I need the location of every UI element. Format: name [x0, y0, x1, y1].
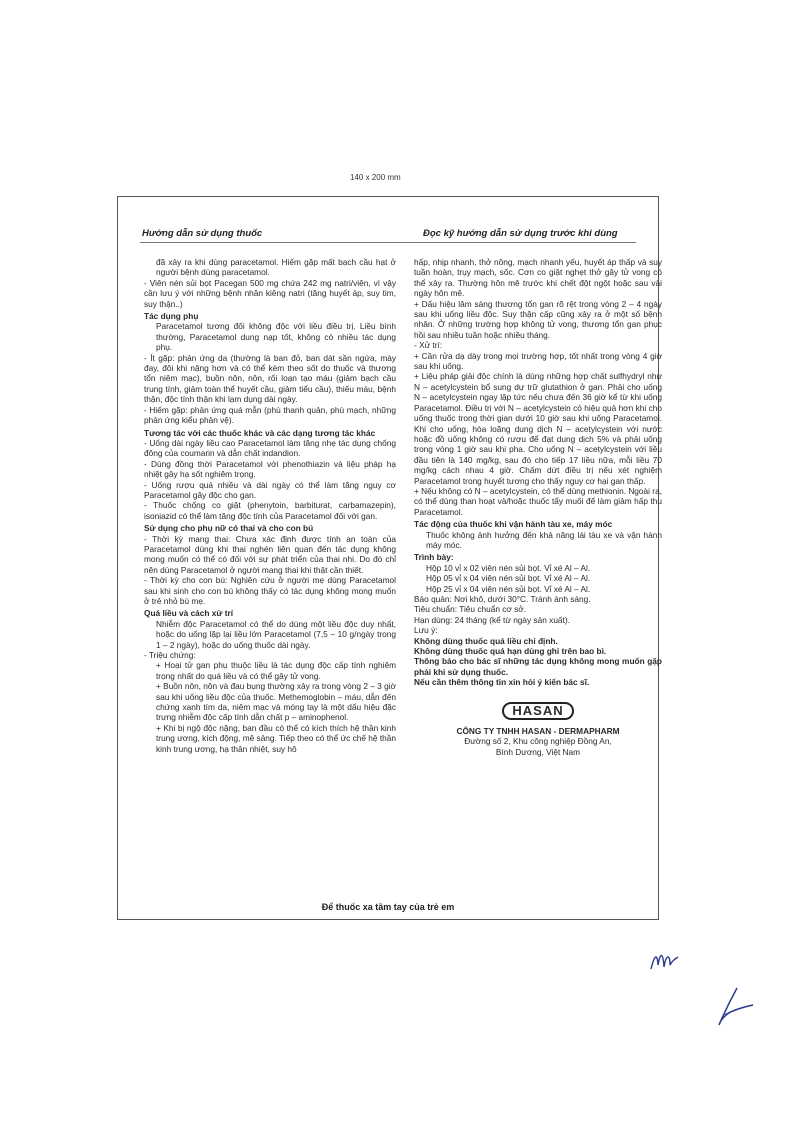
paragraph: Bảo quản: Nơi khô, dưới 30°C. Tránh ánh sáng. — [414, 594, 591, 604]
paragraph: Không dùng thuốc quá liều chỉ định. — [414, 635, 558, 646]
paragraph: - Dùng đồng thời Paracetamol với phenothiazin và liệu pháp hạ nhiệt gây hạ sốt nghiêm trọng. — [144, 458, 396, 480]
paragraph: Lưu ý: — [414, 625, 438, 636]
company-address-line2: Bình Dương, Việt Nam — [495, 746, 581, 757]
paragraph: - Hiếm gặp: phản ứng quá mẫn (phù thanh quản, phù mạch, những phản ứng kiểu phản vệ). — [144, 404, 396, 426]
paragraph: + Hoại tử gan phụ thuộc liều là tác dụng độc cấp tính nghiêm trọng nhất do quá liều và có thể gây tử vong. — [156, 660, 396, 681]
paragraph: - Thời kỳ cho con bú: Nghiên cứu ở người mẹ dùng Paracetamol sau khi sinh cho con bú không thấy có tác dụng không mong muốn ở trẻ nhỏ bú mẹ. — [144, 575, 396, 606]
section-heading: Trình bày: — [414, 552, 454, 563]
paragraph: Thuốc không ảnh hưởng đến khả năng lái tàu xe và vận hành máy móc. — [426, 529, 662, 550]
paragraph: + Nếu không có N – acetylcystein, có thể dùng methionin. Ngoài ra, có thể dùng than hoạt và/hoặc thuốc tẩy muối để làm giảm hấp thu Paracetamol. — [414, 485, 662, 517]
paragraph: + Khi bị ngộ độc nặng, ban đầu có thể có kích thích hệ thần kinh trung ương, kích động, mê sảng. Tiếp theo có thể ức chế hệ thần kinh trung ương, hạ thân nhiệt, suy hô — [156, 722, 396, 754]
section-heading: Quá liều và cách xử trí — [144, 608, 234, 619]
company-info — [414, 726, 662, 757]
company-logo: HASAN — [502, 702, 573, 720]
paragraph: - Thuốc chống co giật (phenytoin, barbiturat, carbamazepin), isoniazid có thể làm tăng độc tính của Paracetamol đối với gan. — [144, 500, 396, 521]
header-right-title: Đọc kỹ hướng dẫn sử dụng trước khi dùng — [423, 228, 618, 239]
header-divider — [140, 242, 636, 243]
right-column-body — [414, 257, 662, 688]
right-column — [414, 257, 662, 757]
section-heading: Tác động của thuốc khi vận hành tàu xe, máy móc — [414, 519, 613, 530]
left-column — [144, 257, 396, 754]
footer-warning: Để thuốc xa tầm tay của trẻ em — [321, 902, 455, 912]
paragraph: Không dùng thuốc quá hạn dùng ghi trên bao bì. — [414, 646, 607, 657]
company-name: CÔNG TY TNHH HASAN - DERMAPHARM — [456, 726, 620, 737]
paragraph: + Dấu hiệu lâm sàng thương tổn gan rõ rệt trong vòng 2 – 4 ngày sau khi uống liều độc. Suy thận cấp cũng xảy ra ở một số bệnh nhân. Ở những trường hợp không tử vong, thương tổn gan phục hồi sau nhiều tuần hoặc nhiều tháng. — [414, 298, 662, 340]
paragraph: Thông báo cho bác sĩ những tác dụng không mong muốn gặp phải khi sử dụng thuốc. — [414, 656, 662, 677]
header-left-title: Hướng dẫn sử dụng thuốc — [142, 228, 263, 239]
page-dimension-label: 140 x 200 mm — [350, 173, 401, 182]
section-heading: Tương tác với các thuốc khác và các dạng tương tác khác — [144, 427, 376, 438]
paragraph: + Buồn nôn, nôn và đau bụng thường xảy ra trong vòng 2 – 3 giờ sau khi uống liều độc của thuốc. Methemoglobin – máu, dẫn đến chứng xanh tím da, niêm mạc và móng tay là một dấu hiệu đặc trưng nhiễm độc cấp tính dẫn chất p – aminophenol. — [156, 681, 396, 723]
paragraph: - Viên nén sủi bọt Pacegan 500 mg chứa 242 mg natri/viên, vì vậy cần lưu ý với những bệnh nhân kiêng natri (tăng huyết áp, suy tim, suy thận..) — [144, 277, 396, 309]
paragraph: Hộp 25 vỉ x 04 viên nén sủi bọt. Vỉ xé Al – Al. — [426, 583, 591, 594]
company-address-line1: Đường số 2, Khu công nghiệp Đồng An, — [464, 736, 612, 747]
signature-icon — [707, 985, 757, 1033]
paragraph: - Uống rượu quá nhiều và dài ngày có thể làm tăng nguy cơ Paracetamol gây độc cho gan. — [144, 479, 396, 500]
paragraph: Hộp 05 vỉ x 04 viên nén sủi bọt. Vỉ xé Al – Al. — [426, 573, 591, 584]
paragraph: Paracetamol tương đối không độc với liều điều trị. Liều bình thường, Paracetamol dung nạp tốt, không có nhiều tác dụng phụ. — [156, 321, 396, 353]
paragraph: + Liệu pháp giải độc chính là dùng những hợp chất sulfhydryl như N – acetylcystein bổ sung dự trữ glutathion ở gan. Phải cho uống N – acetylcystein ngay lập tức nếu chưa đến 36 giờ kể từ khi uống Paracetamol. Điều trị với N – acetylcystein có hiệu quả hơn khi cho uống thuốc trong thời gian dưới 10 giờ sau khi uống Paracetamol. Khi cho uống, hòa loãng dung dịch N – acetylcystein với nước hoặc đồ uống không có rượu để đạt dung dịch 5% và phải uống trong vòng 1 giờ sau khi pha. Cho uống N – acetylcystein với liều đầu tiên là 140 mg/kg, sau đó cho tiếp 17 liều nữa, mỗi liều 70 mg/kg cách nhau 4 giờ. Chấm dứt điều trị nếu xét nghiệm Paracetamol trong huyết tương cho thấy nguy cơ hại gan thấp. — [414, 371, 662, 486]
paragraph: Tiêu chuẩn: Tiêu chuẩn cơ sở. — [414, 604, 527, 615]
paragraph: - Ít gặp: phản ứng da (thường là ban đỏ, ban dát sần ngứa, mày đay, đôi khi nặng hơn và có thể kèm theo sốt do thuốc và thương tổn niêm mạc), buồn nôn, nôn, rối loạn tạo máu (giảm bạch cầu trung tính, giảm toàn thể huyết cầu, giảm tiểu cầu), thiếu máu, bệnh thận, độc tính thận khi lạm dụng dài ngày. — [144, 352, 396, 405]
paragraph: - Triệu chứng: — [144, 650, 196, 661]
paragraph: Nếu cần thêm thông tin xin hỏi ý kiến bác sĩ. — [414, 677, 590, 688]
paragraph: - Xử trí: — [414, 340, 443, 351]
paragraph: Hạn dùng: 24 tháng (kể từ ngày sản xuất). — [414, 614, 570, 625]
section-heading: Sử dụng cho phụ nữ có thai và cho con bú — [144, 523, 314, 534]
initials-signature-icon — [648, 947, 682, 977]
paragraph: hấp, nhịp nhanh, thở nông, mạch nhanh yếu, huyết áp thấp và suy tuần hoàn, trụy mạch, sốc. Cơn co giật nghẹt thở gây tử vong có thể xảy ra. Thường hôn mê trước khi chết đột ngột hoặc sau vài ngày hôn mê. — [414, 257, 662, 299]
paragraph: đã xảy ra khi dùng paracetamol. Hiếm gặp mất bạch cầu hạt ở người bệnh dùng paracetamol. — [156, 257, 396, 278]
paragraph: - Uống dài ngày liều cao Paracetamol làm tăng nhẹ tác dụng chống đông của coumarin và dẫn chất indandion. — [144, 437, 396, 459]
company-logo-wrap — [414, 702, 662, 720]
paragraph: - Thời kỳ mang thai: Chưa xác định được tính an toàn của Paracetamol dùng khi thai nghén liên quan đến tác dụng không mong muốn có thể có đối với sự phát triển của thai nhi. Do đó chỉ nên dùng Paracetamol ở người mang thai khi thật cần thiết. — [144, 533, 396, 575]
paragraph: Nhiễm độc Paracetamol có thể do dùng một liều độc duy nhất, hoặc do uống lặp lại liều lớn Paracetamol (7,5 – 10 g/ngày trong 1 – 2 ngày), hoặc do uống thuốc dài ngày. — [156, 618, 396, 650]
paragraph: + Cần rửa dạ dày trong mọi trường hợp, tốt nhất trong vòng 4 giờ sau khi uống. — [414, 350, 662, 372]
leaflet-frame — [117, 196, 662, 920]
section-heading: Tác dụng phụ — [144, 311, 199, 322]
paragraph: Hộp 10 vỉ x 02 viên nén sủi bọt. Vỉ xé Al – Al. — [426, 562, 591, 573]
